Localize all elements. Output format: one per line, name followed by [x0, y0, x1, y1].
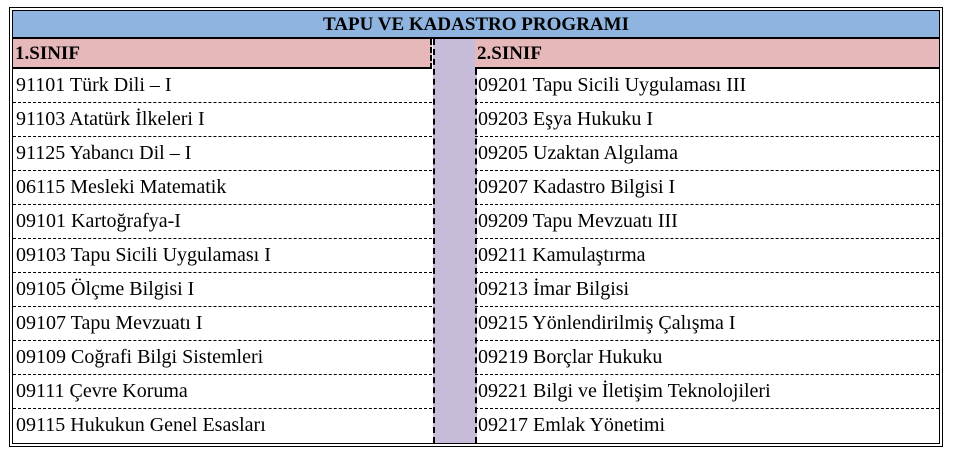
course-row: 09221 Bilgi ve İletişim Teknolojileri: [475, 375, 939, 409]
course-row: 09213 İmar Bilgisi: [475, 273, 939, 307]
second-year-column: [475, 39, 939, 443]
course-row: 06115 Mesleki Matematik: [13, 171, 432, 205]
first-year-column: [13, 39, 432, 443]
course-row: 09109 Coğrafi Bilgi Sistemleri: [13, 341, 432, 375]
course-row: 09217 Emlak Yönetimi: [478, 414, 666, 436]
course-row: 09115 Hukukun Genel Esasları: [16, 414, 266, 436]
course-row: 09101 Kartoğrafya-I: [13, 205, 432, 239]
program-table: [9, 7, 943, 447]
course-row: 09207 Kadastro Bilgisi I: [475, 171, 939, 205]
second-year-heading: 2.SINIF: [475, 39, 939, 69]
course-row: 09203 Eşya Hukuku I: [475, 103, 939, 137]
course-row: 09219 Borçlar Hukuku: [475, 341, 939, 375]
first-year-heading: 1.SINIF: [13, 39, 432, 69]
course-row: 09107 Tapu Mevzuatı I: [13, 307, 432, 341]
course-row: 91101 Türk Dili – I: [13, 69, 432, 103]
course-row: 09215 Yönlendirilmiş Çalışma I: [475, 307, 939, 341]
course-row: 09111 Çevre Koruma: [13, 375, 432, 409]
course-row: 09205 Uzaktan Algılama: [475, 137, 939, 171]
table-title: TAPU VE KADASTRO PROGRAMI: [13, 11, 939, 39]
course-row: 09103 Tapu Sicili Uygulaması I: [13, 239, 432, 273]
course-row: 91125 Yabancı Dil – I: [13, 137, 432, 171]
course-row: 09211 Kamulaştırma: [475, 239, 939, 273]
course-row: 91103 Atatürk İlkeleri I: [13, 103, 432, 137]
course-row: 09209 Tapu Mevzuatı III: [475, 205, 939, 239]
course-row: 09201 Tapu Sicili Uygulaması III: [475, 69, 939, 103]
column-divider: [433, 39, 477, 443]
course-row: 09105 Ölçme Bilgisi I: [13, 273, 432, 307]
